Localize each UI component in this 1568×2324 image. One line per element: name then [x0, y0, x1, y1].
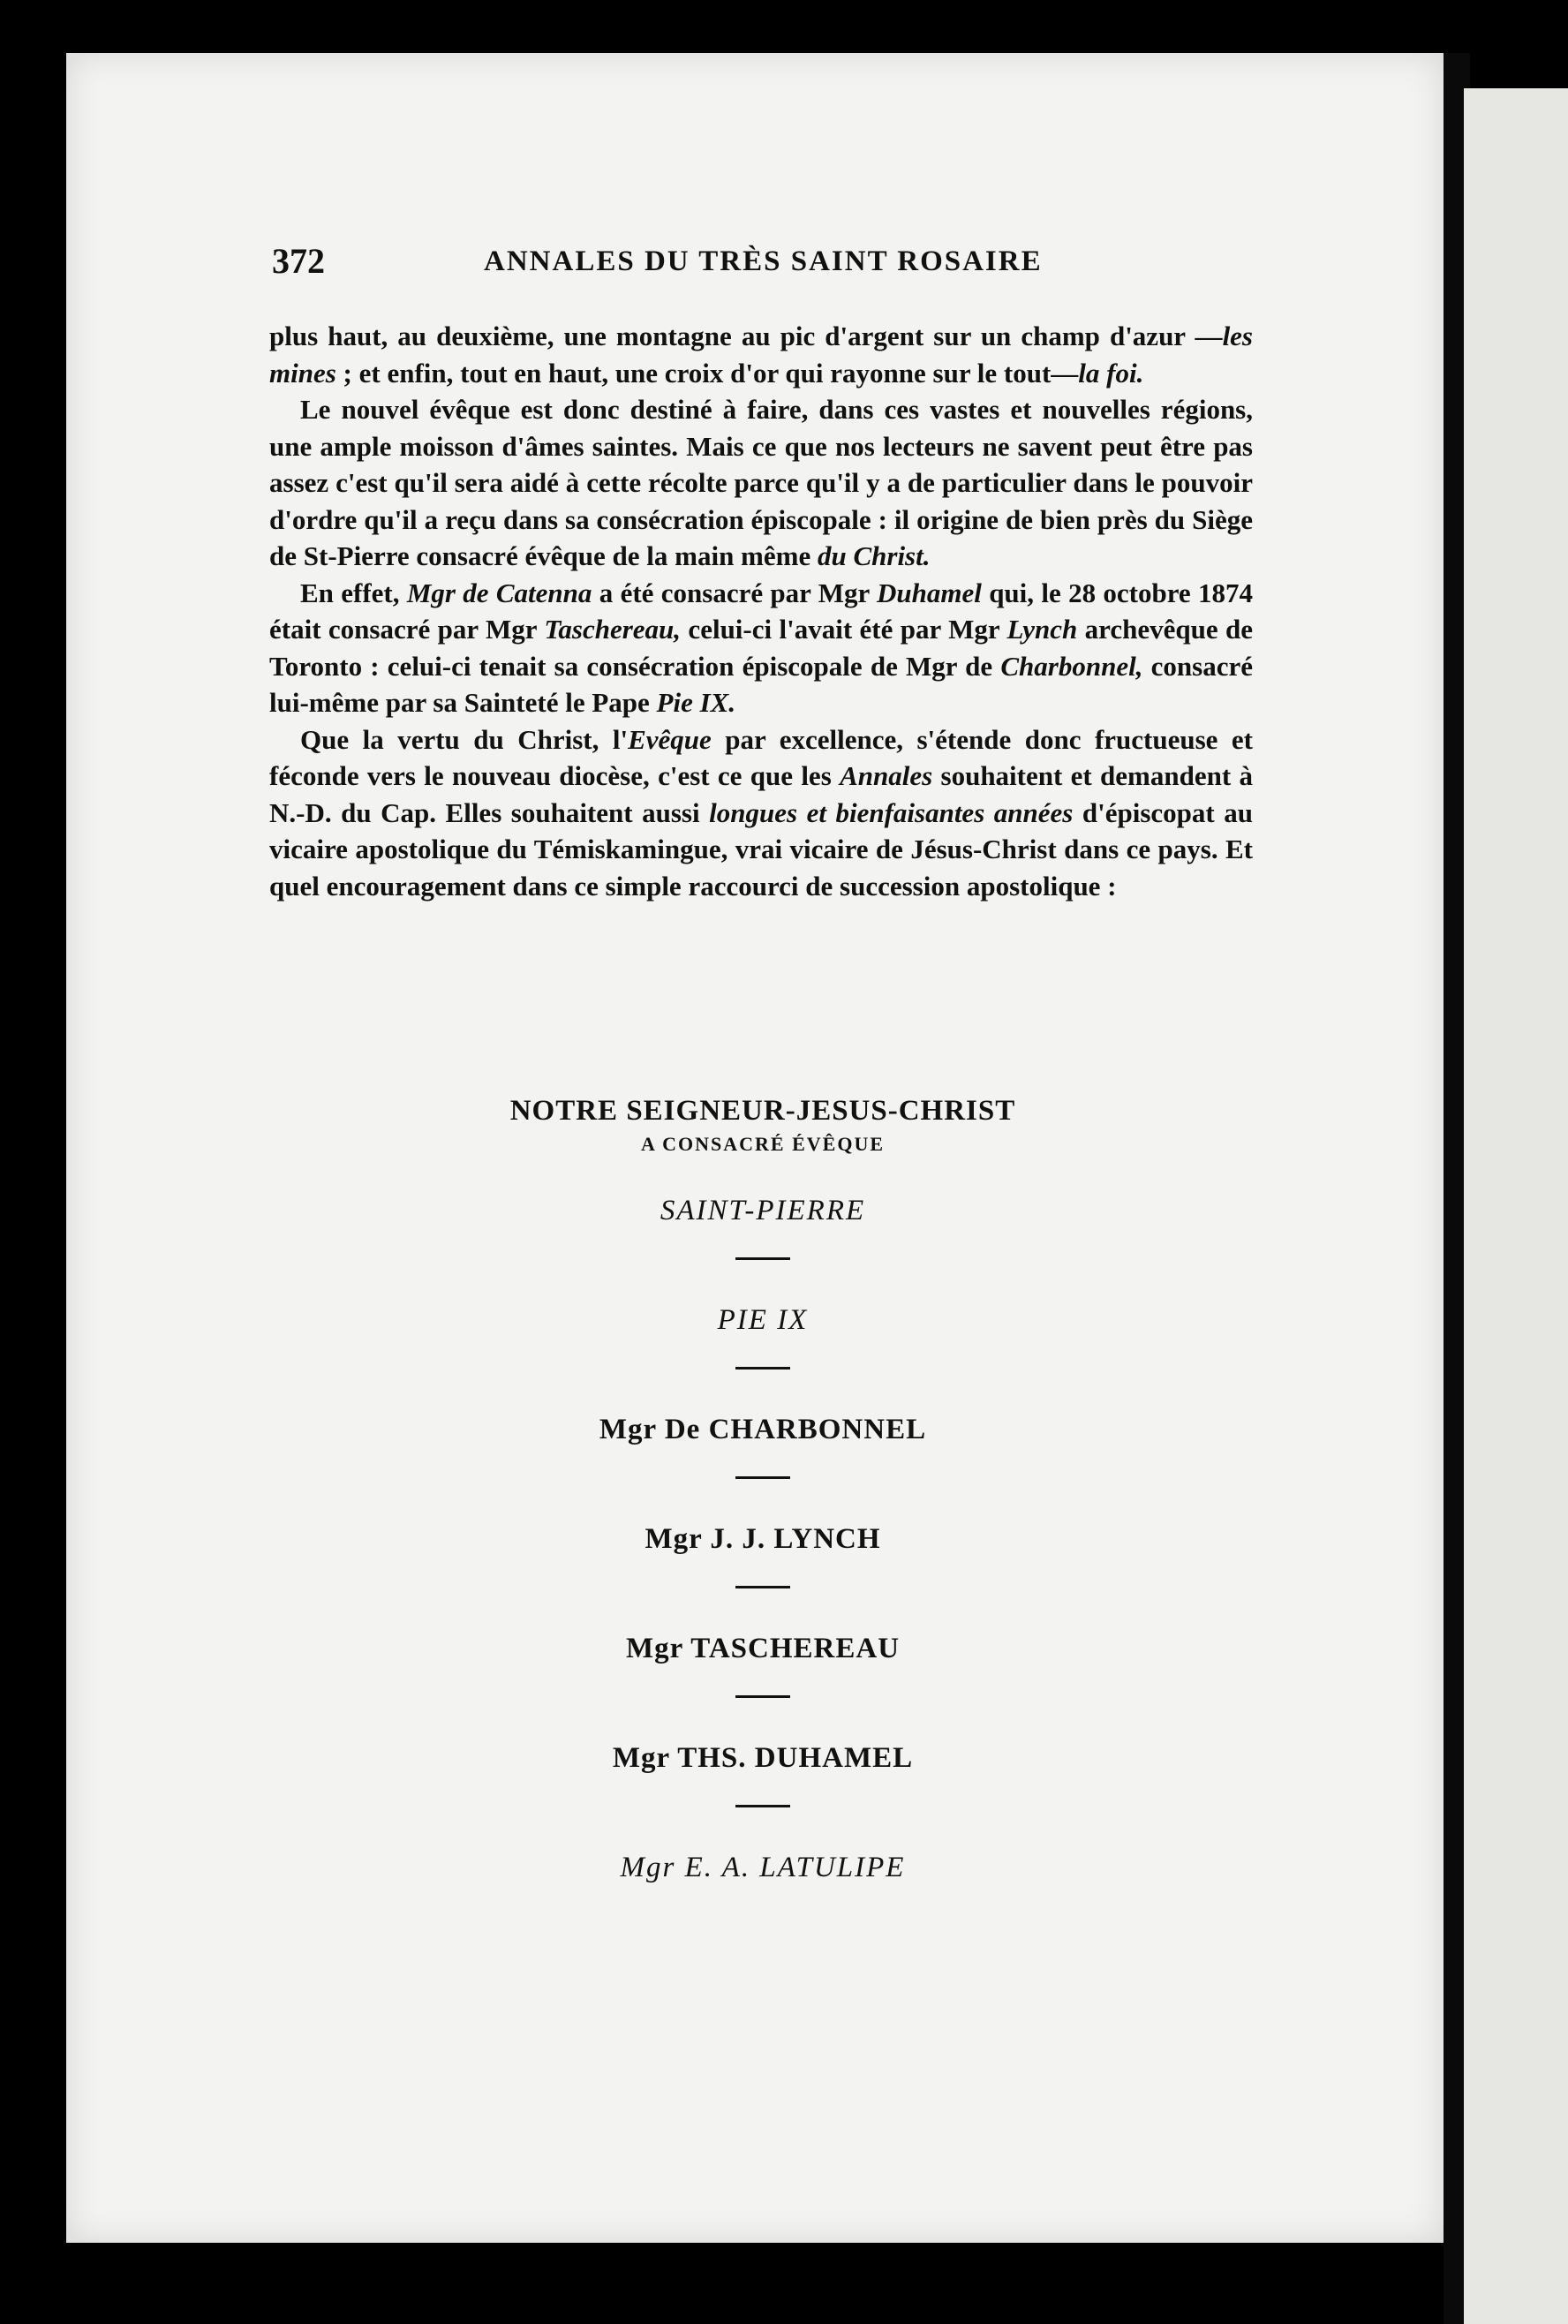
italic-text: Annales	[840, 760, 933, 791]
succession-title: NOTRE SEIGNEUR-JESUS-CHRIST	[509, 1095, 1016, 1127]
text-run: d'épiscopat au vicaire apostolique du Témiskamingue, vrai vicaire de Jésus-Christ dans ce pays. Et quel encouragement dans ce simple raccourci de succession apostolique :	[269, 796, 1253, 902]
succession-subtitle: A CONSACRÉ ÉVÊQUE	[640, 1133, 886, 1155]
text-run: Que la vertu du Christ, l'	[300, 723, 629, 755]
separator-rule	[735, 1586, 790, 1588]
text-run: ; et enfin, tout en haut, une croix d'or qui rayonne sur le tout—	[335, 357, 1079, 389]
text-run: consacré lui-même par sa Sainteté le Pape	[269, 650, 1254, 718]
succession-entry: Mgr E. A. LATULIPE	[620, 1852, 906, 1883]
succession-entry: SAINT-PIERRE	[660, 1195, 866, 1226]
italic-text: Pie IX.	[656, 687, 736, 718]
succession-entry: Mgr TASCHEREAU	[625, 1633, 901, 1664]
text-run: celui-ci l'avait été par Mgr	[681, 614, 1007, 645]
body-text	[269, 318, 1253, 904]
text-run: qui, le 28 octobre 1874 était consacré par Mgr	[269, 577, 1254, 645]
paragraph	[269, 721, 1253, 905]
text-run: a été consacré par Mgr	[592, 577, 877, 608]
succession-list	[272, 1095, 1254, 1884]
succession-entry: Mgr THS. DUHAMEL	[612, 1742, 914, 1774]
separator-rule	[735, 1257, 790, 1260]
adjacent-page-edge	[1464, 88, 1568, 2324]
italic-text: Taschereau,	[544, 614, 682, 645]
running-title: ANNALES DU TRÈS SAINT ROSAIRE	[484, 245, 1043, 277]
italic-text: Mgr de Catenna	[406, 577, 592, 608]
text-run: par excellence, s'étende donc fructueuse et féconde vers le nouveau diocèse, c'est ce que les	[269, 723, 1254, 791]
succession-entry: PIE IX	[717, 1304, 809, 1336]
italic-text: les mines	[269, 321, 1253, 389]
italic-text: Charbonnel,	[1000, 650, 1143, 682]
italic-text: Lynch	[1006, 614, 1078, 645]
italic-text: la foi.	[1078, 357, 1144, 389]
separator-rule	[735, 1476, 790, 1479]
page-number: 372	[272, 241, 325, 281]
separator-rule	[735, 1695, 790, 1698]
text-run: En effet,	[300, 577, 407, 608]
paragraph	[269, 575, 1253, 721]
succession-entry: Mgr De CHARBONNEL	[599, 1414, 927, 1445]
succession-entry: Mgr J. J. LYNCH	[645, 1523, 881, 1555]
text-run: plus haut, au deuxième, une montagne au pic d'argent sur un champ d'azur —	[269, 321, 1223, 351]
italic-text: longues et bienfaisantes années	[709, 796, 1074, 828]
text-run: archevêque de Toronto : celui-ci tenait sa consécration épiscopale de Mgr de	[269, 614, 1253, 682]
text-run: Le nouvel évêque est donc destiné à faire, dans ces vastes et nouvelles régions, une ample moisson d'âmes saintes. Mais ce que nos lecteurs ne savent peut être pas assez c'est qu'il sera aidé à cette récolte parce qu'il y a de particulier dans le pouvoir d'ordre qu'il a reçu dans sa consécration épiscopale : il origine de bien près du Siège de St-Pierre consacré évêque de la main même	[269, 394, 1253, 571]
page-header	[272, 240, 1254, 284]
separator-rule	[735, 1367, 790, 1370]
separator-rule	[735, 1805, 790, 1807]
italic-text: Duhamel	[877, 577, 982, 608]
paragraph	[269, 391, 1253, 575]
italic-text: Evêque	[628, 723, 712, 755]
paragraph	[269, 318, 1253, 391]
italic-text: du Christ.	[817, 540, 931, 571]
text-run: souhaitent et demandent à N.-D. du Cap. Elles souhaitent aussi	[269, 760, 1253, 828]
